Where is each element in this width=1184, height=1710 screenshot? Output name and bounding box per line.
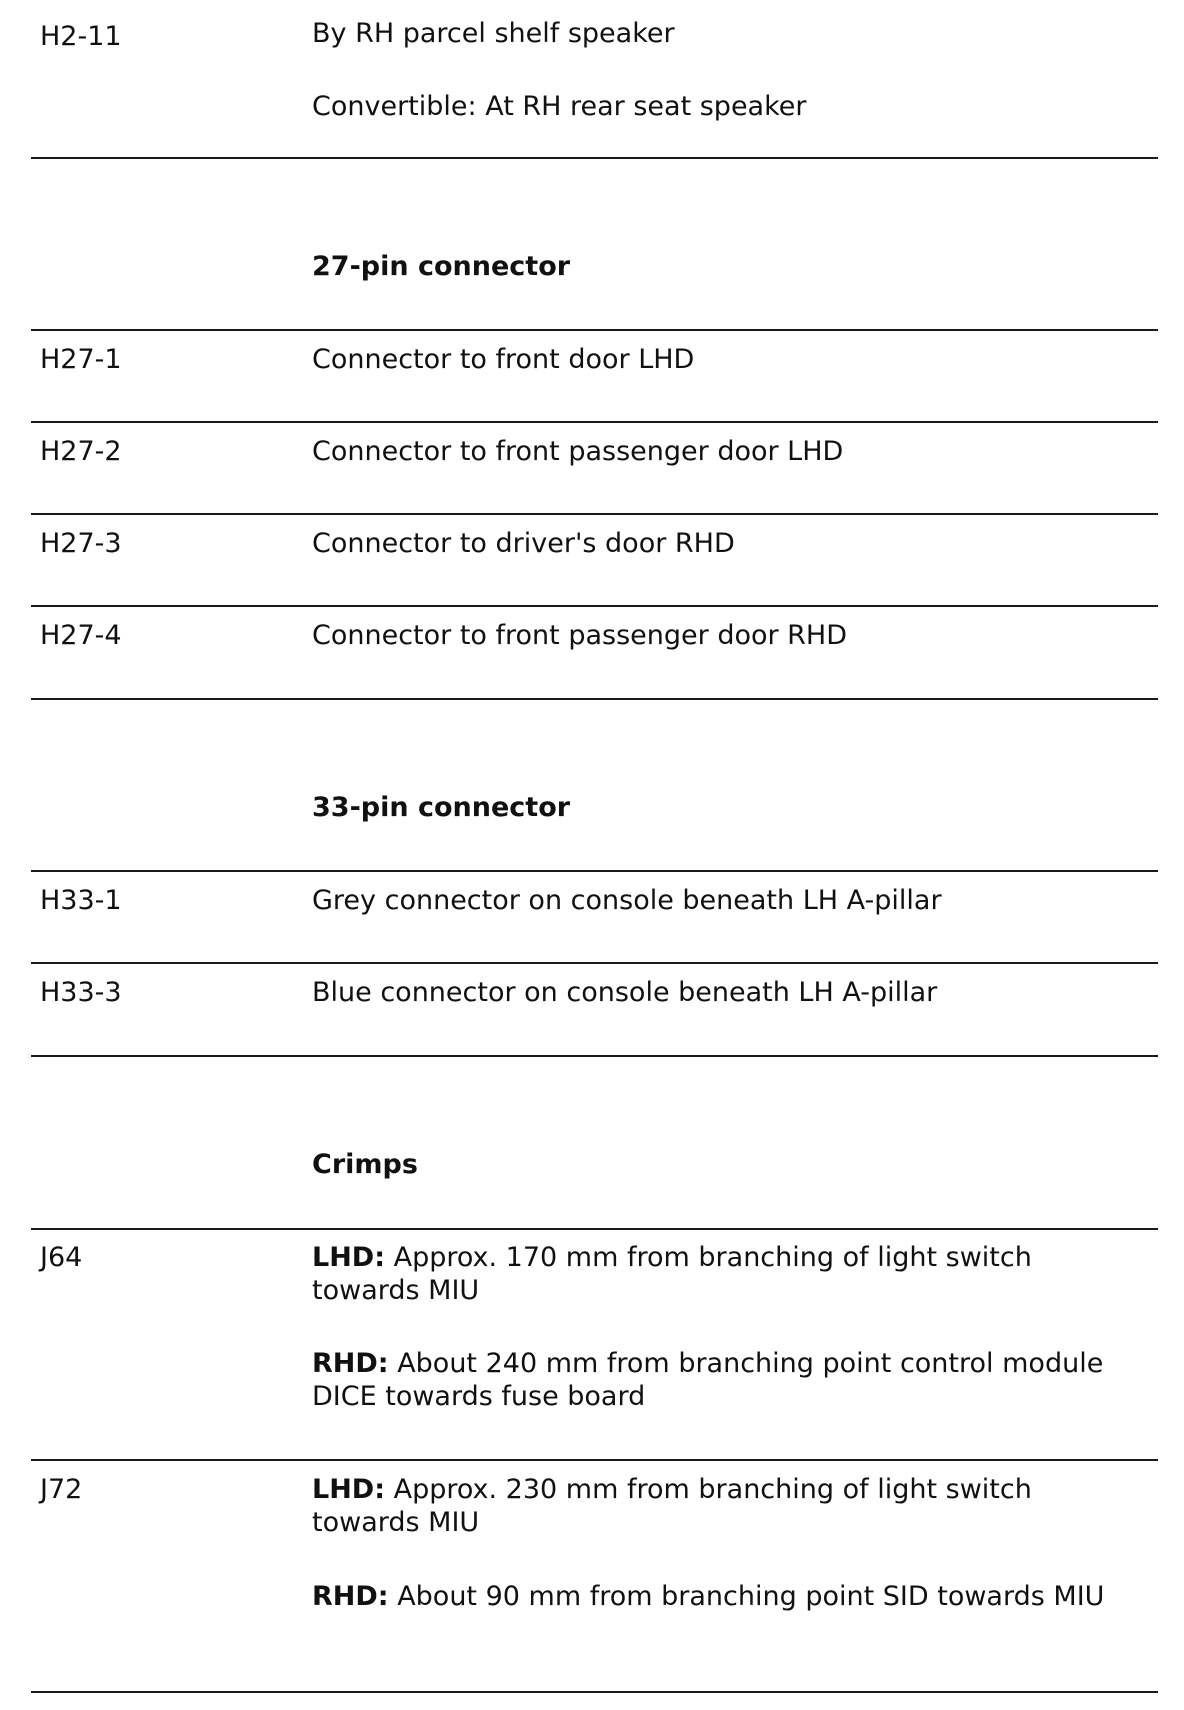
divider [31,421,1158,423]
section-heading-crimps: Crimps [312,1149,418,1180]
divider [31,157,1158,159]
code-h33-1: H33-1 [40,885,122,916]
desc-h33-3: Blue connector on console beneath LH A-pillar [312,977,938,1008]
rhd-label: RHD: [312,1581,389,1612]
divider [31,329,1158,331]
code-h27-1: H27-1 [40,344,122,375]
lhd-label: LHD: [312,1474,386,1505]
desc-h27-4: Connector to front passenger door RHD [312,620,848,651]
rhd-text: About 240 mm from branching point control module DICE towards fuse board [312,1348,1104,1412]
code-j64: J64 [40,1242,83,1273]
rhd-label: RHD: [312,1348,389,1379]
divider [31,1459,1158,1461]
desc-h2-11-line1: By RH parcel shelf speaker [312,18,675,49]
divider [31,870,1158,872]
divider [31,698,1158,700]
desc-h27-2: Connector to front passenger door LHD [312,436,844,467]
desc-h27-1: Connector to front door LHD [312,344,695,375]
desc-j72-lhd [312,1473,1142,1539]
desc-h27-3: Connector to driver's door RHD [312,528,735,559]
section-heading-33-pin: 33-pin connector [312,792,571,823]
code-h2-11: H2-11 [40,21,122,52]
lhd-label: LHD: [312,1242,386,1273]
rhd-text: About 90 mm from branching point SID towards MIU [388,1581,1105,1612]
desc-h33-1: Grey connector on console beneath LH A-pillar [312,885,942,916]
divider [31,1691,1158,1693]
desc-j64-rhd [312,1347,1142,1413]
divider [31,1055,1158,1057]
lhd-text: Approx. 170 mm from branching of light switch towards MIU [312,1242,1032,1306]
code-j72: J72 [40,1474,83,1505]
divider [31,513,1158,515]
code-h27-4: H27-4 [40,620,122,651]
divider [31,962,1158,964]
code-h27-2: H27-2 [40,436,122,467]
code-h33-3: H33-3 [40,977,122,1008]
desc-j64-lhd [312,1241,1142,1307]
section-heading-27-pin: 27-pin connector [312,251,571,282]
desc-h2-11-line2: Convertible: At RH rear seat speaker [312,91,807,122]
divider [31,1228,1158,1230]
lhd-text: Approx. 230 mm from branching of light switch towards MIU [312,1474,1032,1538]
desc-j72-rhd [312,1580,1142,1613]
code-h27-3: H27-3 [40,528,122,559]
divider [31,605,1158,607]
